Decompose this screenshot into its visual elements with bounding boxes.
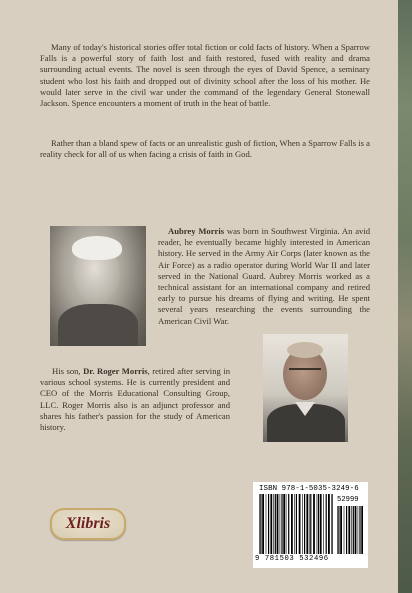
roger-bio-lead: His son, (52, 366, 84, 376)
barcode-stripe (281, 494, 282, 554)
barcode-stripe (346, 506, 347, 554)
barcode-stripe (337, 506, 338, 554)
barcode-stripe (299, 494, 301, 554)
barcode-stripe (320, 494, 322, 554)
barcode-stripe (361, 506, 363, 554)
barcode-stripe (277, 494, 279, 554)
barcode-stripe (340, 506, 342, 554)
roger-bio (40, 366, 230, 433)
barcode-stripe (353, 506, 354, 554)
barcode-stripe (331, 494, 332, 554)
xlibris-logo-text: Xlibris (65, 515, 111, 532)
roger-hair (287, 342, 323, 358)
barcode-stripe (304, 494, 305, 554)
aubrey-bio-text: was born in Southwest Virginia. An avid reader, he eventually became highly interested in American history. He served in the Army Air Corps (later known as the Air Force) as a radio operator during World War II and later served in the National Guard. Aubrey Morris worked as a technical assistant for an international company and retired early to pursue his dreams of flying and writing. He spent several years researching the events surrounding the American Civil War. (158, 226, 370, 326)
roger-name: Dr. Roger Morris (83, 366, 148, 376)
barcode-stripe (260, 494, 261, 554)
aubrey-bio (158, 226, 370, 327)
barcode-stripe (306, 494, 308, 554)
barcode-stripe (355, 506, 357, 554)
synopsis-paragraph-2: Rather than a bland spew of facts or an unrealistic gush of fiction, When a Sparrow Falls is a reality check for all of us when facing a crisis of faith in God. (40, 138, 370, 160)
barcode (253, 482, 368, 568)
barcode-stripe (302, 494, 303, 554)
barcode-stripe (326, 494, 327, 554)
spine-edge (398, 0, 412, 593)
barcode-stripe (262, 494, 264, 554)
aubrey-morris-photo (50, 226, 146, 346)
barcode-stripe (268, 494, 269, 554)
roger-bio-text: , retired after serving in various school systems. He is currently president and CEO of the Morris Educational Consulting Group, LLC. Roger Morris also is an adjunct professor and shares his father's passion for the study of American history. (40, 366, 230, 433)
aubrey-body (58, 304, 138, 346)
barcode-stripe (309, 494, 310, 554)
barcode-stripe (351, 506, 352, 554)
price-barcode-bars (337, 506, 363, 554)
synopsis-paragraph-1: Many of today's historical stories offer total fiction or cold facts of history. When a Sparrow Falls is a powerful story of faith lost and faith restored, fused with reality and drama surrounding actual events. The novel is seen through the eyes of David Spence, a seminary student who lost his faith and dropped out of divinity school after the loss of his mother. He would later serve in the civil war under the command of the legendary General Stonewall Jackson. Spence encounters a moment of truth in the heat of battle. (40, 42, 370, 109)
barcode-stripe (283, 494, 285, 554)
barcode-stripe (266, 494, 267, 554)
barcode-stripe (348, 506, 350, 554)
aubrey-name: Aubrey Morris (168, 226, 225, 236)
barcode-stripe (338, 506, 339, 554)
barcode-stripe (291, 494, 293, 554)
barcode-stripe (328, 494, 330, 554)
ean-barcode-bars (259, 494, 333, 554)
barcode-stripe (310, 494, 311, 554)
barcode-stripe (332, 494, 333, 554)
roger-glasses (289, 368, 321, 378)
aubrey-hair (72, 236, 122, 260)
barcode-stripe (275, 494, 276, 554)
barcode-stripe (296, 494, 297, 554)
barcode-stripe (294, 494, 295, 554)
barcode-stripe (259, 494, 260, 554)
barcode-stripe (288, 494, 289, 554)
barcode-stripe (359, 506, 360, 554)
barcode-stripe (317, 494, 318, 554)
barcode-stripe (270, 494, 272, 554)
barcode-stripe (286, 494, 287, 554)
price-code: 52999 (337, 496, 359, 504)
barcode-stripe (323, 494, 324, 554)
isbn-number: ISBN 978-1-5035-3249-6 (259, 485, 359, 493)
barcode-digits: 9 781503 532496 (255, 555, 329, 563)
barcode-stripe (273, 494, 274, 554)
barcode-stripe (313, 494, 315, 554)
barcode-stripe (318, 494, 319, 554)
barcode-stripe (280, 494, 281, 554)
xlibris-logo (50, 508, 126, 540)
roger-morris-photo (263, 334, 348, 442)
barcode-stripe (344, 506, 345, 554)
barcode-stripe (358, 506, 359, 554)
